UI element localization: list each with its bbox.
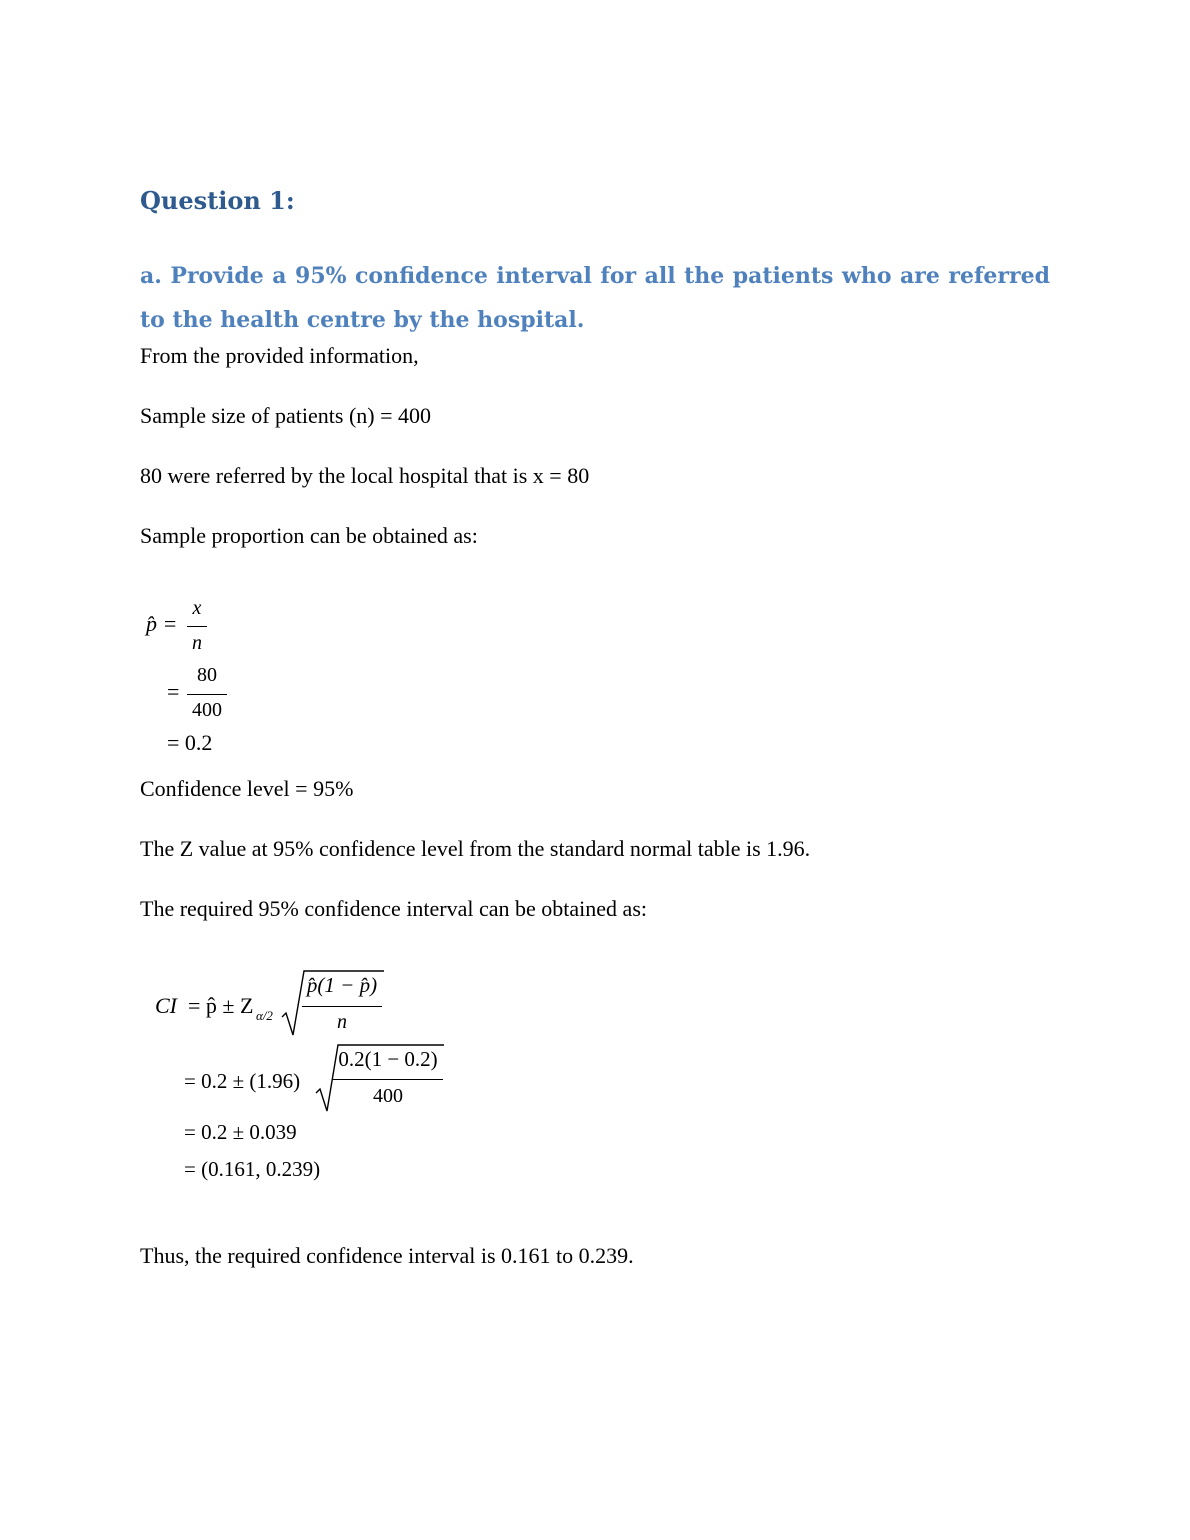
- fraction-bar: [187, 694, 227, 695]
- z-value-text: The Z value at 95% confidence level from the standard normal table is 1.96.: [140, 836, 811, 861]
- ci-intro-text: The required 95% confidence interval can be obtained as:: [140, 896, 647, 921]
- fraction-80-over-400: [187, 662, 227, 724]
- fraction-x-over-n: [187, 595, 207, 657]
- numerator-0-2-expression: 0.2(1 − 0.2): [338, 1047, 438, 1071]
- sample-size-text: Sample size of patients (n) = 400: [140, 403, 432, 428]
- equals-sign: =: [167, 679, 180, 704]
- fraction-phat-over-n: [302, 973, 382, 1035]
- intro-text: From the provided information,: [140, 343, 419, 368]
- conclusion-text: Thus, the required confidence interval is 0.161 to 0.239.: [140, 1243, 634, 1268]
- numerator-80: 80: [197, 664, 217, 686]
- confidence-level-text: Confidence level = 95%: [140, 776, 354, 801]
- sample-proportion-formula: [140, 595, 250, 760]
- alpha-half-subscript: α/2: [256, 1008, 273, 1023]
- denominator-400: 400: [373, 1085, 403, 1107]
- fraction-0-2-over-400: [333, 1047, 443, 1109]
- question-heading: Question 1:: [140, 186, 295, 215]
- numerator-x: x: [192, 597, 202, 619]
- fraction-bar: [302, 1006, 382, 1007]
- denominator-n: n: [337, 1011, 347, 1033]
- fraction-bar: [187, 626, 207, 627]
- confidence-interval-formula: [150, 965, 460, 1195]
- ci-step-2-lhs: = 0.2 ± (1.96): [184, 1069, 301, 1093]
- proportion-intro-text: Sample proportion can be obtained as:: [140, 523, 478, 548]
- question-part-a-heading: a. Provide a 95% confidence interval for all the patients who are referred to the health centre by the hospital.: [140, 263, 1050, 333]
- ci-lhs-expression: = p̂ ± Z: [188, 993, 254, 1018]
- numerator-phat-expression: p̂(1 − p̂): [306, 973, 378, 997]
- result-0-2: = 0.2: [167, 730, 213, 755]
- ci-step-3: = 0.2 ± 0.039: [184, 1120, 297, 1144]
- ci-label: CI: [155, 993, 177, 1018]
- denominator-n: n: [192, 632, 202, 654]
- ci-result-interval: = (0.161, 0.239): [184, 1157, 321, 1181]
- denominator-400: 400: [192, 699, 222, 721]
- fraction-bar: [333, 1079, 443, 1080]
- referred-text: 80 were referred by the local hospital that is x = 80: [140, 463, 590, 488]
- p-hat-lhs: p̂ =: [146, 611, 178, 636]
